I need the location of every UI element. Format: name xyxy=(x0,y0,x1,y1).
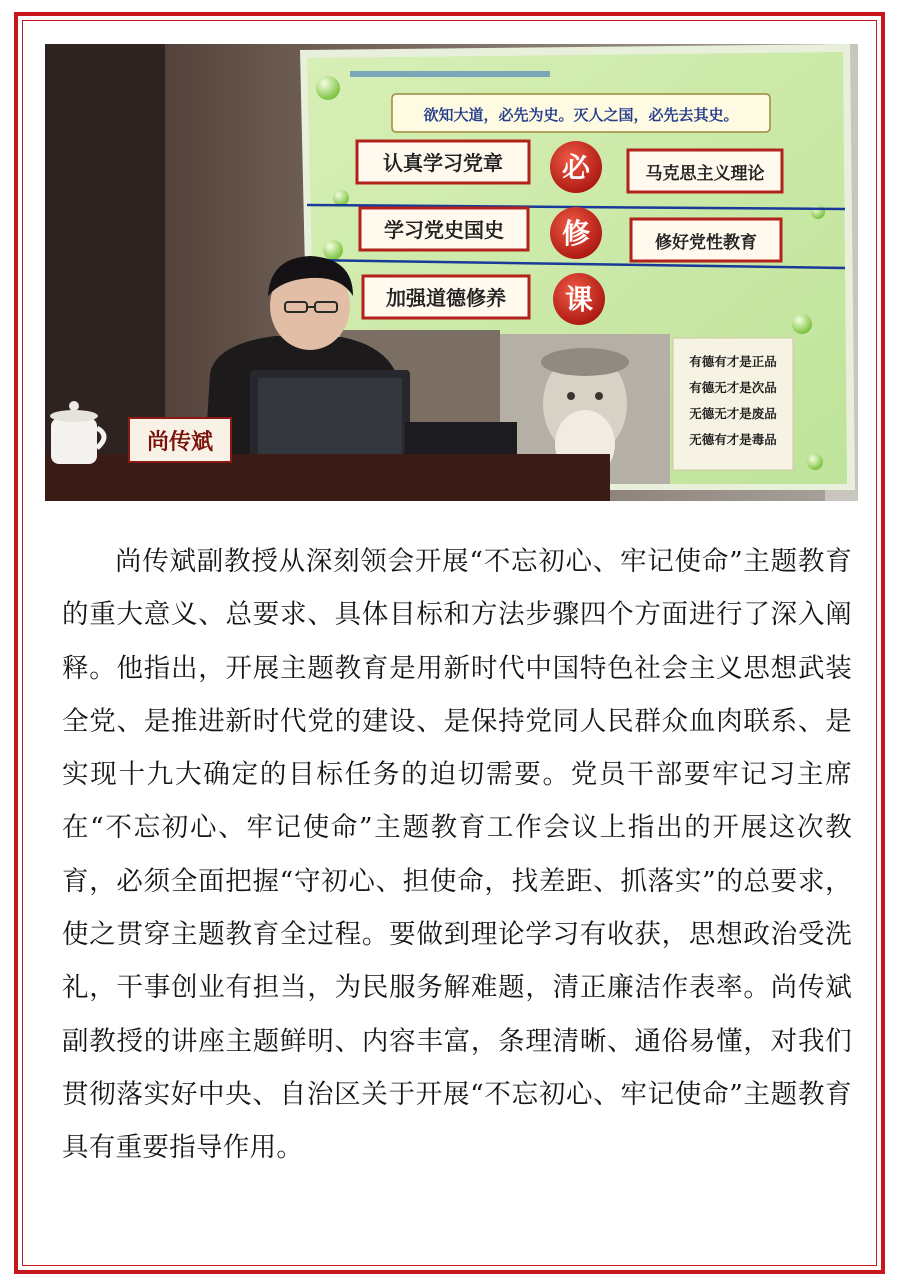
slide-seal-char: 课 xyxy=(564,283,594,316)
slide-seal-char: 修 xyxy=(561,217,591,250)
slide-box-right-text: 修好党性教育 xyxy=(655,233,757,253)
slide-note: 有德无才是次品 xyxy=(689,380,777,395)
slide-note: 有德有才是正品 xyxy=(689,354,777,369)
slide-box-left-text: 加强道德修养 xyxy=(386,286,506,310)
slide-note: 无德有才是毒品 xyxy=(689,432,777,447)
bubble-decoration xyxy=(316,76,340,100)
article-paragraph: 尚传斌副教授从深刻领会开展“不忘初心、牢记使命”主题教育的重大意义、总要求、具体目标和方法步骤四个方面进行了深入阐释。他指出，开展主题教育是用新时代中国特色社会主义思想武装全党、是推进新时代党的建设、是保持党同人民群众血肉联系、是实现十九大确定的目标任务的迫切需要。党员干部要牢记习主席在“不忘初心、牢记使命”主题教育工作会议上指出的开展这次教育，必须全面把握“守初心、担使命，找差距、抓落实”的总要求，使之贯穿主题教育全过程。要做到理论学习有收获，思想政治受洗礼，干事创业有担当，为民服务解难题，清正廉洁作表率。尚传斌副教授的讲座主题鲜明、内容丰富，条理清晰、通俗易懂，对我们贯彻落实好中央、自治区关于开展“不忘初心、牢记使命”主题教育具有重要指导作用。 xyxy=(62,546,852,1164)
speaker-nameplate-text: 尚传斌 xyxy=(146,429,214,455)
slide-seal-char: 必 xyxy=(561,151,591,184)
slide-note: 无德无才是废品 xyxy=(689,406,777,421)
slide-box-left-text: 认真学习党章 xyxy=(383,151,503,175)
lecture-photo xyxy=(45,44,858,501)
slide-box-right-text: 马克思主义理论 xyxy=(645,164,765,184)
slide-box-left-text: 学习党史国史 xyxy=(384,218,504,242)
slide-banner-text: 欲知大道，必先为史。灭人之国，必先去其史。 xyxy=(423,106,739,124)
